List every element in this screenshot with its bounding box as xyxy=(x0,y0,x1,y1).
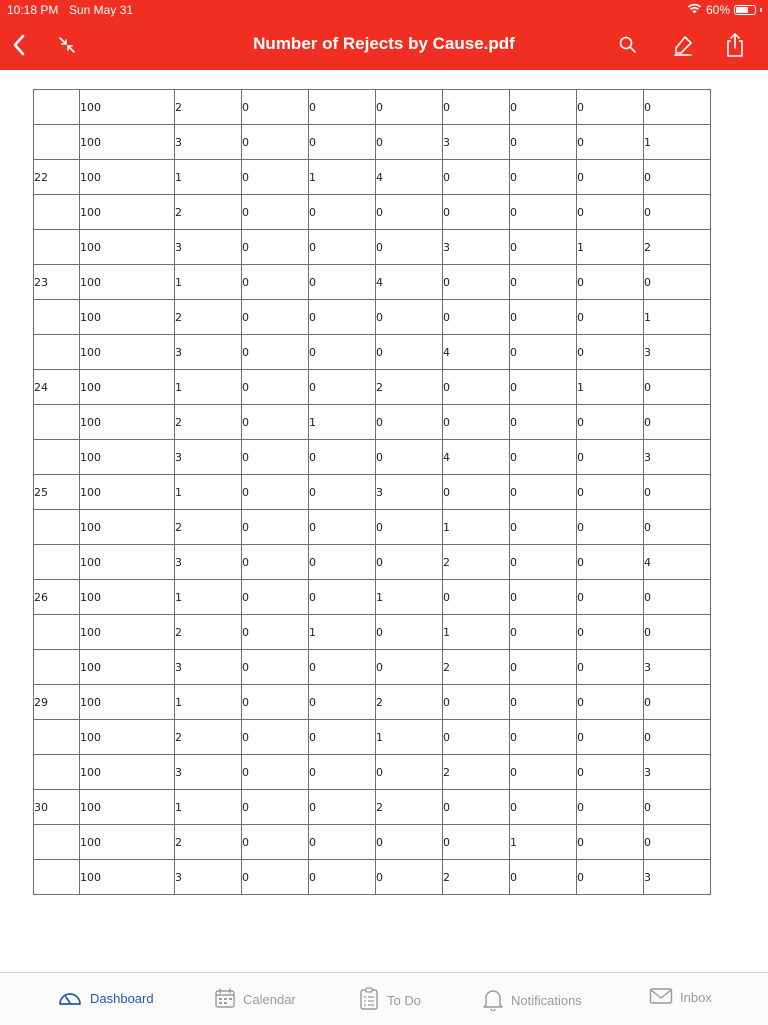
table-cell: 0 xyxy=(644,825,711,860)
share-icon[interactable] xyxy=(718,28,752,62)
table-cell: 0 xyxy=(443,825,510,860)
table-cell: 2 xyxy=(443,755,510,790)
table-cell: 0 xyxy=(510,90,577,125)
table-cell: 0 xyxy=(309,230,376,265)
tab-calendar[interactable] xyxy=(214,987,296,1012)
date-cell xyxy=(34,720,80,755)
table-cell: 0 xyxy=(443,405,510,440)
date-cell: 25 xyxy=(34,475,80,510)
table-cell: 2 xyxy=(376,370,443,405)
table-cell: 100 xyxy=(80,580,175,615)
table-cell: 3 xyxy=(443,230,510,265)
table-cell: 100 xyxy=(80,160,175,195)
table-cell: 0 xyxy=(242,720,309,755)
table-cell: 0 xyxy=(510,160,577,195)
table-row xyxy=(34,825,711,860)
table-cell: 0 xyxy=(242,510,309,545)
table-cell: 100 xyxy=(80,790,175,825)
date-cell: 23 xyxy=(34,265,80,300)
table-row xyxy=(34,265,711,300)
battery-icon xyxy=(734,5,756,15)
table-cell: 0 xyxy=(309,790,376,825)
date-cell xyxy=(34,125,80,160)
table-cell: 0 xyxy=(577,335,644,370)
table-cell: 100 xyxy=(80,230,175,265)
table-cell: 2 xyxy=(175,405,242,440)
table-row xyxy=(34,125,711,160)
date-cell xyxy=(34,405,80,440)
table-row xyxy=(34,720,711,755)
table-cell: 0 xyxy=(242,790,309,825)
table-cell: 1 xyxy=(510,825,577,860)
table-cell: 100 xyxy=(80,475,175,510)
table-cell: 0 xyxy=(577,125,644,160)
table-cell: 0 xyxy=(376,440,443,475)
checklist-icon xyxy=(358,987,380,1014)
table-cell: 0 xyxy=(309,755,376,790)
table-cell: 100 xyxy=(80,370,175,405)
table-row xyxy=(34,650,711,685)
table-cell: 0 xyxy=(644,195,711,230)
table-cell: 0 xyxy=(577,545,644,580)
date-cell xyxy=(34,335,80,370)
table-cell: 0 xyxy=(242,615,309,650)
date-cell xyxy=(34,230,80,265)
table-cell: 0 xyxy=(443,685,510,720)
date-cell xyxy=(34,860,80,895)
tab-inbox[interactable] xyxy=(649,987,712,1008)
table-cell: 0 xyxy=(309,440,376,475)
table-cell: 0 xyxy=(242,90,309,125)
table-cell: 0 xyxy=(309,510,376,545)
tab-dashboard-label: Dashboard xyxy=(90,991,154,1006)
table-cell: 0 xyxy=(510,125,577,160)
table-cell: 0 xyxy=(577,685,644,720)
table-cell: 0 xyxy=(577,615,644,650)
table-cell: 1 xyxy=(309,615,376,650)
table-row xyxy=(34,755,711,790)
document-title: Number of Rejects by Cause.pdf xyxy=(253,34,515,53)
table-cell: 0 xyxy=(510,720,577,755)
table-cell: 0 xyxy=(242,545,309,580)
table-cell: 1 xyxy=(309,405,376,440)
table-cell: 100 xyxy=(80,545,175,580)
table-cell: 0 xyxy=(644,685,711,720)
table-cell: 0 xyxy=(443,160,510,195)
date-cell xyxy=(34,650,80,685)
table-cell: 0 xyxy=(510,545,577,580)
table-cell: 0 xyxy=(376,650,443,685)
table-cell: 0 xyxy=(577,90,644,125)
table-cell: 2 xyxy=(376,790,443,825)
table-cell: 3 xyxy=(644,335,711,370)
tab-todo-label: To Do xyxy=(387,993,421,1008)
table-cell: 0 xyxy=(644,615,711,650)
table-cell: 0 xyxy=(577,720,644,755)
date-cell: 29 xyxy=(34,685,80,720)
table-cell: 3 xyxy=(175,755,242,790)
date-cell xyxy=(34,90,80,125)
table-cell: 100 xyxy=(80,685,175,720)
table-cell: 0 xyxy=(309,265,376,300)
date-cell: 26 xyxy=(34,580,80,615)
table-cell: 100 xyxy=(80,300,175,335)
table-cell: 100 xyxy=(80,335,175,370)
table-cell: 1 xyxy=(175,685,242,720)
battery-tip xyxy=(760,8,762,12)
table-row xyxy=(34,335,711,370)
table-cell: 0 xyxy=(577,580,644,615)
table-cell: 0 xyxy=(443,790,510,825)
table-cell: 0 xyxy=(577,300,644,335)
table-cell: 3 xyxy=(644,755,711,790)
table-cell: 0 xyxy=(376,230,443,265)
table-cell: 0 xyxy=(309,300,376,335)
table-cell: 3 xyxy=(644,860,711,895)
table-cell: 2 xyxy=(175,825,242,860)
table-cell: 0 xyxy=(376,125,443,160)
table-cell: 2 xyxy=(175,615,242,650)
table-row xyxy=(34,195,711,230)
table-row xyxy=(34,405,711,440)
table-cell: 0 xyxy=(242,300,309,335)
date-cell xyxy=(34,615,80,650)
table-cell: 0 xyxy=(577,265,644,300)
table-cell: 1 xyxy=(376,720,443,755)
table-cell: 0 xyxy=(376,300,443,335)
table-cell: 2 xyxy=(175,195,242,230)
table-cell: 0 xyxy=(376,545,443,580)
table-cell: 100 xyxy=(80,195,175,230)
table-cell: 2 xyxy=(443,650,510,685)
table-cell: 0 xyxy=(577,195,644,230)
table-cell: 3 xyxy=(644,440,711,475)
table-cell: 0 xyxy=(443,90,510,125)
date-cell xyxy=(34,300,80,335)
tab-notifications[interactable] xyxy=(482,987,582,1014)
table-cell: 0 xyxy=(577,825,644,860)
table-cell: 0 xyxy=(510,335,577,370)
table-cell: 0 xyxy=(376,615,443,650)
table-cell: 2 xyxy=(175,510,242,545)
date-cell: 24 xyxy=(34,370,80,405)
nav-bar xyxy=(0,20,768,70)
tab-bar xyxy=(0,972,768,1025)
table-cell: 0 xyxy=(242,685,309,720)
table-cell: 0 xyxy=(443,720,510,755)
table-cell: 0 xyxy=(510,475,577,510)
table-row xyxy=(34,545,711,580)
table-cell: 100 xyxy=(80,510,175,545)
tab-notifications-label: Notifications xyxy=(511,993,582,1008)
table-cell: 0 xyxy=(242,755,309,790)
table-row xyxy=(34,370,711,405)
table-cell: 1 xyxy=(175,790,242,825)
table-cell: 0 xyxy=(309,370,376,405)
table-cell: 100 xyxy=(80,405,175,440)
table-cell: 0 xyxy=(242,405,309,440)
table-cell: 0 xyxy=(309,580,376,615)
table-cell: 100 xyxy=(80,265,175,300)
table-cell: 0 xyxy=(242,580,309,615)
table-cell: 100 xyxy=(80,720,175,755)
table-cell: 0 xyxy=(242,160,309,195)
table-cell: 0 xyxy=(443,370,510,405)
table-cell: 0 xyxy=(510,510,577,545)
table-cell: 0 xyxy=(644,475,711,510)
table-row xyxy=(34,685,711,720)
table-cell: 0 xyxy=(443,300,510,335)
table-cell: 1 xyxy=(309,160,376,195)
table-cell: 0 xyxy=(443,580,510,615)
table-cell: 4 xyxy=(376,160,443,195)
table-row xyxy=(34,790,711,825)
table-cell: 0 xyxy=(309,545,376,580)
table-cell: 0 xyxy=(644,405,711,440)
table-cell: 0 xyxy=(644,790,711,825)
table-cell: 1 xyxy=(376,580,443,615)
date-cell xyxy=(34,545,80,580)
table-cell: 0 xyxy=(242,825,309,860)
status-date: Sun May 31 xyxy=(69,3,134,17)
table-cell: 0 xyxy=(510,405,577,440)
table-cell: 100 xyxy=(80,615,175,650)
table-cell: 0 xyxy=(510,685,577,720)
table-cell: 100 xyxy=(80,125,175,160)
table-cell: 100 xyxy=(80,755,175,790)
dashboard-gauge-icon xyxy=(57,987,83,1010)
table-cell: 0 xyxy=(510,370,577,405)
table-cell: 2 xyxy=(443,860,510,895)
table-cell: 0 xyxy=(242,475,309,510)
bell-icon xyxy=(482,987,504,1014)
table-cell: 0 xyxy=(376,825,443,860)
table-cell: 0 xyxy=(242,370,309,405)
table-cell: 1 xyxy=(175,265,242,300)
table-cell: 0 xyxy=(309,860,376,895)
table-cell: 1 xyxy=(644,125,711,160)
table-cell: 0 xyxy=(577,755,644,790)
battery-percent: 60% xyxy=(705,3,730,17)
table-cell: 0 xyxy=(510,195,577,230)
table-cell: 4 xyxy=(644,545,711,580)
table-cell: 0 xyxy=(510,265,577,300)
table-cell: 0 xyxy=(644,510,711,545)
table-cell: 100 xyxy=(80,440,175,475)
table-cell: 0 xyxy=(644,90,711,125)
table-cell: 0 xyxy=(242,440,309,475)
table-cell: 0 xyxy=(577,405,644,440)
table-cell: 0 xyxy=(510,580,577,615)
table-row xyxy=(34,580,711,615)
table-row xyxy=(34,440,711,475)
table-cell: 1 xyxy=(577,230,644,265)
envelope-icon xyxy=(649,987,673,1008)
table-cell: 0 xyxy=(242,335,309,370)
table-cell: 0 xyxy=(376,755,443,790)
table-cell: 0 xyxy=(242,860,309,895)
date-cell: 30 xyxy=(34,790,80,825)
pdf-page xyxy=(0,70,768,972)
table-cell: 0 xyxy=(510,650,577,685)
table-cell: 0 xyxy=(443,265,510,300)
table-cell: 0 xyxy=(577,860,644,895)
table-cell: 2 xyxy=(376,685,443,720)
tab-inbox-label: Inbox xyxy=(680,990,712,1005)
table-cell: 3 xyxy=(175,545,242,580)
table-cell: 3 xyxy=(443,125,510,160)
date-cell: 22 xyxy=(34,160,80,195)
table-cell: 0 xyxy=(242,195,309,230)
table-cell: 3 xyxy=(175,125,242,160)
table-cell: 0 xyxy=(376,405,443,440)
table-cell: 1 xyxy=(443,510,510,545)
table-cell: 0 xyxy=(510,860,577,895)
calendar-icon xyxy=(214,987,236,1012)
table-cell: 3 xyxy=(175,860,242,895)
rejects-table xyxy=(33,89,711,895)
table-row xyxy=(34,510,711,545)
tab-dashboard[interactable] xyxy=(57,987,154,1010)
table-cell: 0 xyxy=(577,510,644,545)
table-cell: 0 xyxy=(443,195,510,230)
table-cell: 0 xyxy=(376,195,443,230)
table-cell: 0 xyxy=(577,790,644,825)
table-cell: 0 xyxy=(309,195,376,230)
table-cell: 1 xyxy=(443,615,510,650)
table-cell: 100 xyxy=(80,90,175,125)
table-row xyxy=(34,90,711,125)
table-cell: 100 xyxy=(80,860,175,895)
table-cell: 4 xyxy=(443,335,510,370)
table-cell: 0 xyxy=(309,125,376,160)
table-cell: 1 xyxy=(175,160,242,195)
table-cell: 4 xyxy=(443,440,510,475)
table-cell: 0 xyxy=(376,860,443,895)
table-cell: 2 xyxy=(443,545,510,580)
table-cell: 0 xyxy=(242,650,309,685)
table-row xyxy=(34,230,711,265)
table-cell: 3 xyxy=(175,335,242,370)
table-cell: 0 xyxy=(376,510,443,545)
date-cell xyxy=(34,440,80,475)
date-cell xyxy=(34,755,80,790)
table-cell: 0 xyxy=(644,580,711,615)
table-cell: 0 xyxy=(376,90,443,125)
table-cell: 0 xyxy=(309,685,376,720)
tab-todo[interactable] xyxy=(358,987,421,1014)
table-cell: 0 xyxy=(510,615,577,650)
status-time: 10:18 PM xyxy=(7,3,59,17)
table-cell: 0 xyxy=(309,475,376,510)
table-cell: 0 xyxy=(577,650,644,685)
table-cell: 2 xyxy=(644,230,711,265)
table-cell: 100 xyxy=(80,650,175,685)
table-cell: 3 xyxy=(644,650,711,685)
table-cell: 1 xyxy=(175,475,242,510)
highlighter-icon[interactable] xyxy=(666,28,700,62)
table-cell: 0 xyxy=(242,125,309,160)
table-cell: 2 xyxy=(175,90,242,125)
date-cell xyxy=(34,195,80,230)
table-cell: 0 xyxy=(644,160,711,195)
table-cell: 0 xyxy=(242,230,309,265)
table-cell: 1 xyxy=(175,370,242,405)
table-cell: 4 xyxy=(376,265,443,300)
table-row xyxy=(34,615,711,650)
table-cell: 0 xyxy=(309,825,376,860)
table-cell: 0 xyxy=(309,650,376,685)
status-right xyxy=(687,3,762,17)
table-cell: 0 xyxy=(309,90,376,125)
tab-calendar-label: Calendar xyxy=(243,992,296,1007)
table-row xyxy=(34,160,711,195)
table-cell: 1 xyxy=(577,370,644,405)
table-cell: 0 xyxy=(510,755,577,790)
table-cell: 0 xyxy=(577,440,644,475)
table-cell: 0 xyxy=(376,335,443,370)
table-row xyxy=(34,475,711,510)
table-cell: 0 xyxy=(510,300,577,335)
table-cell: 0 xyxy=(644,720,711,755)
search-icon[interactable] xyxy=(611,28,645,62)
table-cell: 3 xyxy=(175,650,242,685)
table-cell: 0 xyxy=(309,335,376,370)
date-cell xyxy=(34,510,80,545)
table-cell: 0 xyxy=(309,720,376,755)
table-cell: 0 xyxy=(577,475,644,510)
table-cell: 1 xyxy=(644,300,711,335)
table-cell: 0 xyxy=(644,265,711,300)
table-cell: 3 xyxy=(175,230,242,265)
table-cell: 100 xyxy=(80,825,175,860)
table-cell: 2 xyxy=(175,720,242,755)
table-cell: 2 xyxy=(175,300,242,335)
table-cell: 3 xyxy=(376,475,443,510)
wifi-icon xyxy=(687,3,702,17)
table-cell: 0 xyxy=(443,475,510,510)
table-cell: 0 xyxy=(510,790,577,825)
table-cell: 3 xyxy=(175,440,242,475)
table-row xyxy=(34,300,711,335)
table-cell: 1 xyxy=(175,580,242,615)
table-cell: 0 xyxy=(644,370,711,405)
table-cell: 0 xyxy=(577,160,644,195)
table-row xyxy=(34,860,711,895)
table-cell: 0 xyxy=(242,265,309,300)
table-cell: 0 xyxy=(510,230,577,265)
status-bar xyxy=(0,0,768,20)
date-cell xyxy=(34,825,80,860)
table-cell: 0 xyxy=(510,440,577,475)
